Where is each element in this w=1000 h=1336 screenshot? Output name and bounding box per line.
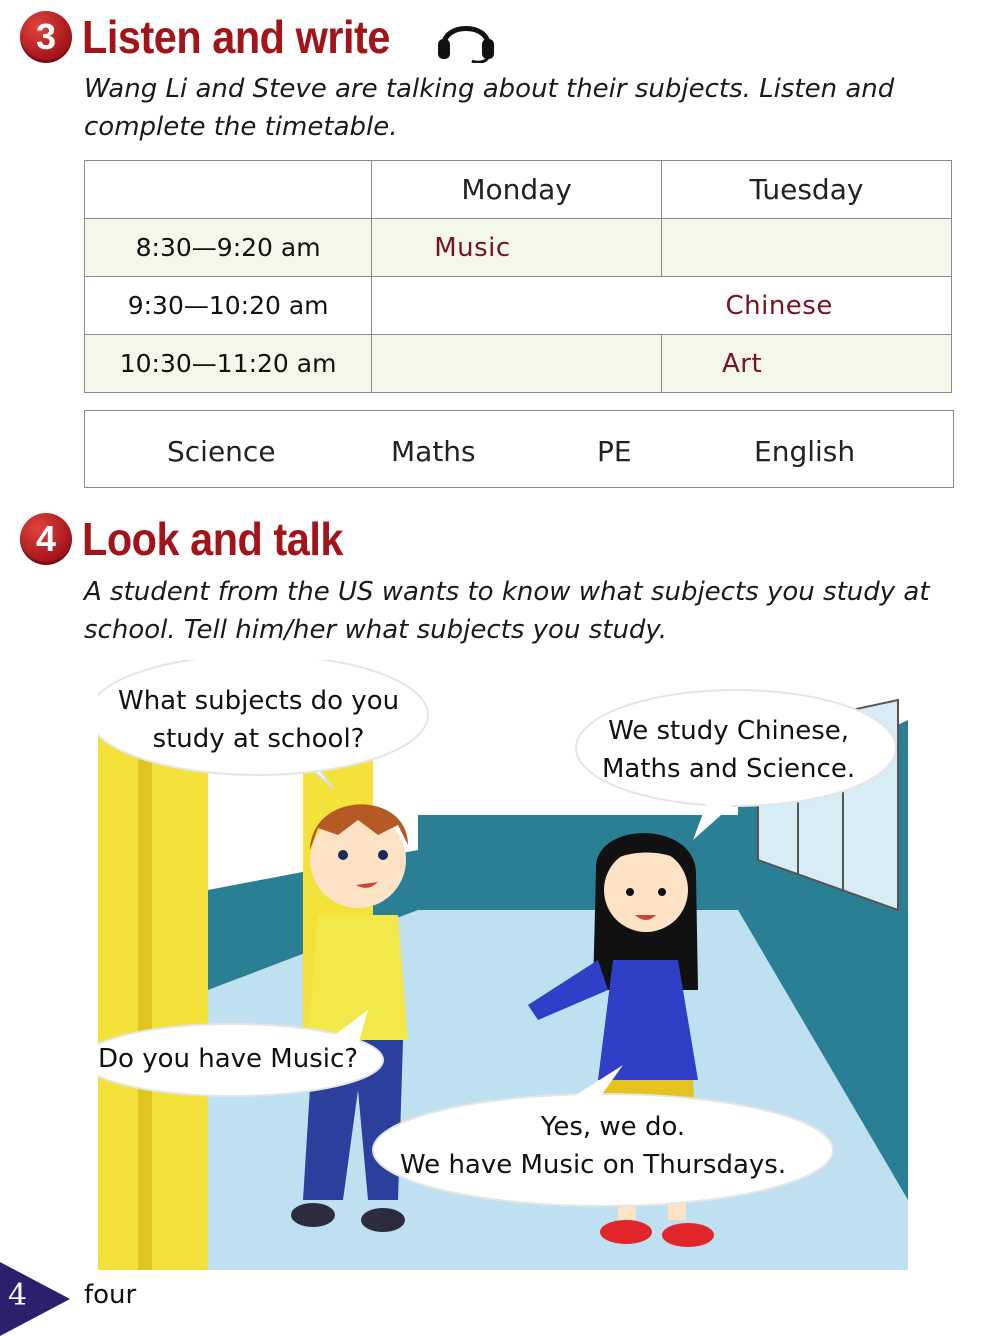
word-bank-item: Maths: [391, 435, 476, 468]
bubble-line: We have Music on Thursdays.: [400, 1150, 787, 1180]
subject-entry: Music: [434, 232, 511, 263]
section-title: Listen and write: [82, 11, 390, 63]
monday-cell[interactable]: [372, 335, 662, 393]
monday-cell[interactable]: [372, 219, 662, 277]
bubble-line: Yes, we do.: [540, 1112, 686, 1142]
bubble-line: Maths and Science.: [602, 754, 856, 784]
boy-question-1: [118, 682, 399, 758]
table-row: [85, 219, 952, 277]
boy-question-2: Do you have Music?: [98, 1044, 359, 1074]
section-4-instructions: A student from the US wants to know what subjects you study at school. Tell him/her what subjects you study.: [84, 577, 930, 645]
bubble-line: study at school?: [152, 724, 365, 754]
time-cell: 8:30—9:20 am: [85, 219, 372, 277]
headphone-icon: [436, 11, 496, 63]
tuesday-cell[interactable]: [661, 335, 951, 393]
monday-cell[interactable]: [372, 277, 662, 335]
timetable: [84, 160, 952, 393]
subject-entry: Art: [721, 348, 763, 379]
section-title: Look and talk: [82, 513, 343, 565]
tuesday-cell[interactable]: [661, 277, 951, 335]
word-bank-item: PE: [597, 435, 632, 468]
timetable-header-monday: Monday: [372, 161, 662, 219]
section-number-badge: 4: [20, 513, 72, 565]
girl-answer-2: [400, 1108, 786, 1184]
word-bank-item: English: [754, 435, 856, 468]
tuesday-cell[interactable]: [661, 219, 951, 277]
girl-answer-1: [602, 712, 855, 788]
table-row: [85, 335, 952, 393]
page-number: 4: [8, 1278, 28, 1313]
section-4-heading: [20, 512, 372, 566]
timetable-header-tuesday: Tuesday: [661, 161, 951, 219]
bubble-line: We study Chinese,: [608, 716, 850, 746]
timetable-header-blank: [85, 161, 372, 219]
time-cell: 9:30—10:20 am: [85, 277, 372, 335]
word-bank: [84, 410, 954, 488]
bubble-line: What subjects do you: [118, 686, 400, 716]
time-cell: 10:30—11:20 am: [85, 335, 372, 393]
subject-entry: Chinese: [725, 290, 833, 321]
page-number-word: four: [84, 1280, 137, 1310]
section-number-badge: 3: [20, 11, 72, 63]
section-3-instructions: Wang Li and Steve are talking about their subjects. Listen and complete the timetable.: [84, 74, 895, 142]
section-3-heading: [20, 10, 496, 64]
table-row: [85, 277, 952, 335]
word-bank-item: Science: [167, 435, 276, 468]
